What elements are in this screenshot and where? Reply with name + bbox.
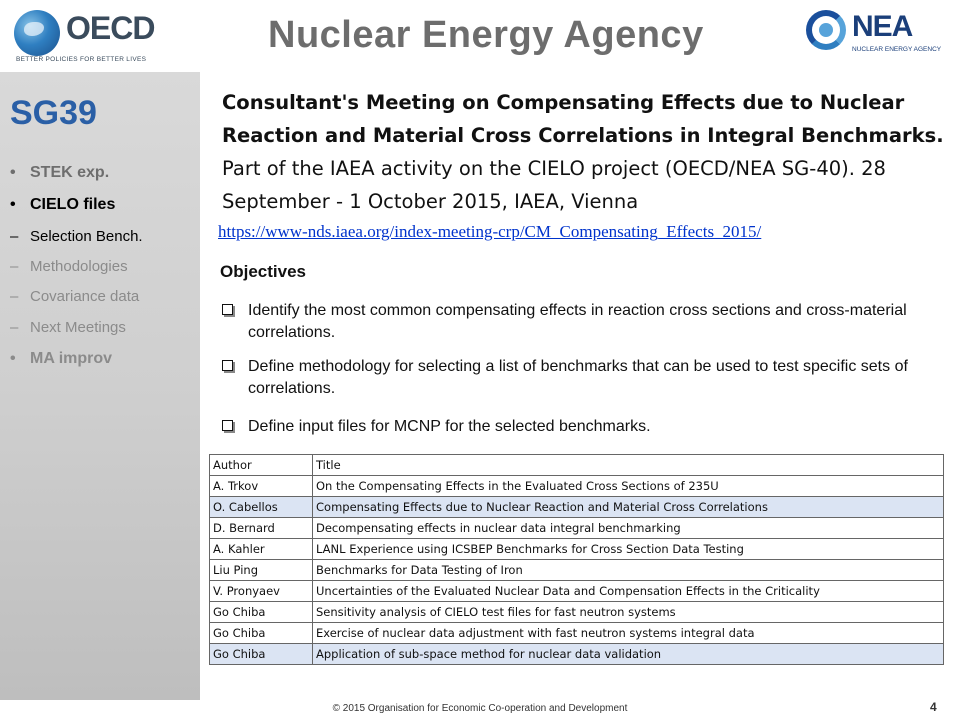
sidebar-item-methodologies[interactable]: – Methodologies <box>10 258 128 275</box>
table-cell-title: Uncertainties of the Evaluated Nuclear Data and Compensation Effects in the Criticality <box>313 581 944 602</box>
objective-item <box>222 416 950 438</box>
page-number: 4 <box>930 700 937 714</box>
table-row <box>210 539 944 560</box>
headline-bold: Consultant's Meeting on Compensating Effects due to Nuclear Reaction and Material Cross Correlations in Integral Benchmarks. <box>222 91 944 147</box>
table-cell-author: V. Pronyaev <box>210 581 313 602</box>
objective-item <box>222 300 950 344</box>
table-cell-title: On the Compensating Effects in the Evaluated Cross Sections of 235U <box>313 476 944 497</box>
table-cell-title: Decompensating effects in nuclear data integral benchmarking <box>313 518 944 539</box>
main-panel <box>200 72 960 700</box>
table-cell-title: Sensitivity analysis of CIELO test files for fast neutron systems <box>313 602 944 623</box>
oecd-logo <box>14 8 184 63</box>
nea-logo <box>806 8 956 64</box>
table-cell-title: Benchmarks for Data Testing of Iron <box>313 560 944 581</box>
table-row <box>210 623 944 644</box>
column-header-author: Author <box>210 455 313 476</box>
oecd-tagline: BETTER POLICIES FOR BETTER LIVES <box>16 56 147 63</box>
table-cell-title: Compensating Effects due to Nuclear Reaction and Material Cross Correlations <box>313 497 944 518</box>
table-header-row <box>210 455 944 476</box>
objective-text: Define input files for MCNP for the selected benchmarks. <box>248 418 651 435</box>
table-cell-author: Liu Ping <box>210 560 313 581</box>
presentations-table <box>209 454 944 665</box>
sidebar <box>0 72 200 700</box>
sidebar-item-selection-bench[interactable]: – Selection Bench. <box>10 228 143 245</box>
checkbox-icon <box>222 304 233 315</box>
table-cell-author: Go Chiba <box>210 644 313 665</box>
table-row <box>210 518 944 539</box>
table-cell-author: A. Kahler <box>210 539 313 560</box>
checkbox-icon <box>222 420 233 431</box>
sidebar-item-stek[interactable]: • STEK exp. <box>10 164 109 182</box>
headline-rest: Part of the IAEA activity on the CIELO project (OECD/NEA SG-40). 28 September - 1 October 2015, IAEA, Vienna <box>222 157 886 213</box>
sidebar-item-cielo-files[interactable]: • CIELO files <box>10 196 115 214</box>
table-cell-author: D. Bernard <box>210 518 313 539</box>
checkbox-icon <box>222 360 233 371</box>
copyright-text: © 2015 Organisation for Economic Co-operation and Development <box>332 703 628 714</box>
objective-item <box>222 356 950 400</box>
table-row <box>210 560 944 581</box>
nea-tagline: NUCLEAR ENERGY AGENCY <box>852 46 942 53</box>
column-header-title: Title <box>313 455 944 476</box>
table-row <box>210 581 944 602</box>
objective-text: Identify the most common compensating effects in reaction cross sections and cross-material correlations. <box>248 302 907 341</box>
page-title: Nuclear Energy Agency <box>268 14 704 56</box>
table-row <box>210 644 944 665</box>
nea-logo-text: NEA <box>852 10 913 43</box>
table-cell-author: Go Chiba <box>210 602 313 623</box>
objective-text: Define methodology for selecting a list of benchmarks that can be used to test specific sets of correlations. <box>248 358 908 397</box>
globe-icon <box>14 10 60 56</box>
meeting-headline <box>222 86 952 218</box>
table-row <box>210 497 944 518</box>
meeting-link[interactable]: https://www-nds.iaea.org/index-meeting-crp/CM_Compensating_Effects_2015/ <box>218 222 762 241</box>
table-cell-title: Application of sub-space method for nuclear data validation <box>313 644 944 665</box>
sidebar-title: SG39 <box>10 94 97 132</box>
objectives-title: Objectives <box>220 262 306 281</box>
table-cell-author: O. Cabellos <box>210 497 313 518</box>
sidebar-item-next-meetings[interactable]: – Next Meetings <box>10 319 126 336</box>
table-cell-title: Exercise of nuclear data adjustment with fast neutron systems integral data <box>313 623 944 644</box>
sidebar-item-ma-improv[interactable]: • MA improv <box>10 350 112 368</box>
table-cell-author: Go Chiba <box>210 623 313 644</box>
oecd-logo-text: OECD <box>66 10 155 46</box>
sidebar-item-covariance-data[interactable]: – Covariance data <box>10 288 139 305</box>
table-cell-title: LANL Experience using ICSBEP Benchmarks for Cross Section Data Testing <box>313 539 944 560</box>
table-row <box>210 476 944 497</box>
nea-ring-icon <box>806 10 846 50</box>
table-cell-author: A. Trkov <box>210 476 313 497</box>
slide-header <box>0 0 960 72</box>
table-row <box>210 602 944 623</box>
